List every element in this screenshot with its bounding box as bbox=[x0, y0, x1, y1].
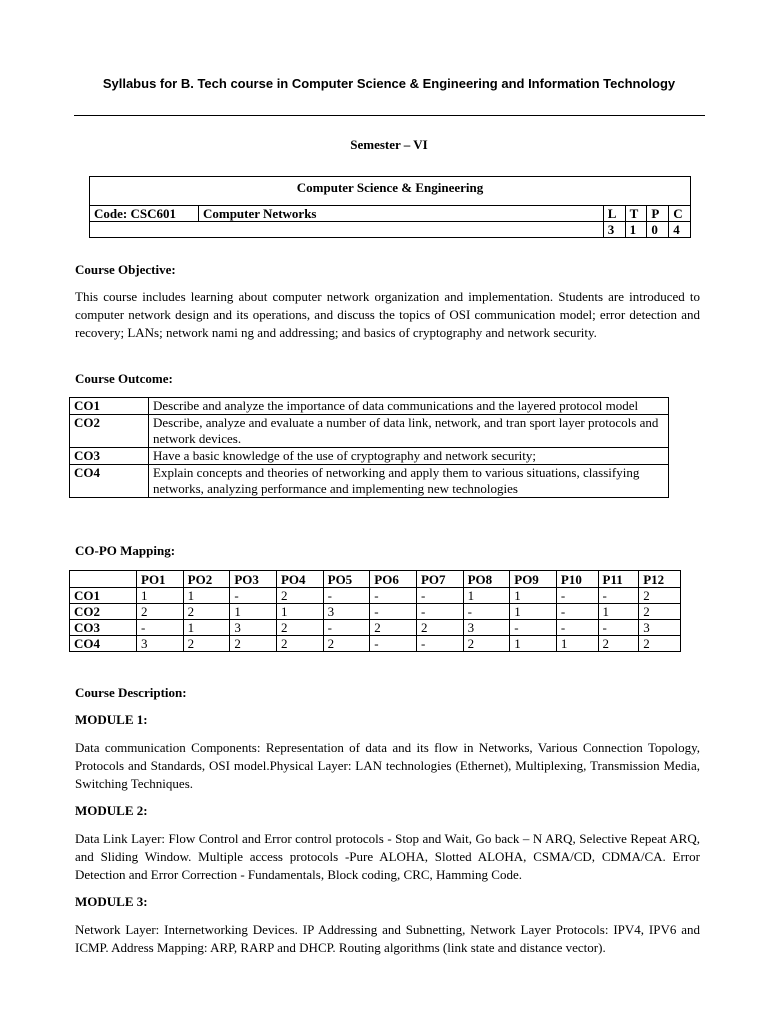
mapping-cell: 1 bbox=[556, 636, 598, 652]
mapping-cell: 2 bbox=[639, 588, 681, 604]
module-3-text: Network Layer: Internetworking Devices. IP Addressing and Subnetting, Network Layer Protocols: IPV4, IPV6 and ICMP. Address Mapping: ARP, RARP and DHCP. Routing algorithms (link state and distance vector). bbox=[75, 922, 700, 955]
mapping-cell: 2 bbox=[463, 636, 510, 652]
module-2-title: MODULE 2: bbox=[75, 803, 148, 818]
mapping-cell: 3 bbox=[639, 620, 681, 636]
outcome-id: CO3 bbox=[70, 448, 149, 465]
ltpc-value-c: 4 bbox=[669, 222, 691, 238]
mapping-col-header: P11 bbox=[598, 571, 639, 588]
module-3-title: MODULE 3: bbox=[75, 894, 148, 909]
mapping-cell: 2 bbox=[183, 636, 230, 652]
mapping-row-id: CO3 bbox=[70, 620, 137, 636]
outcome-id: CO1 bbox=[70, 398, 149, 415]
mapping-cell: - bbox=[370, 588, 417, 604]
mapping-cell: - bbox=[556, 620, 598, 636]
mapping-row bbox=[70, 604, 681, 620]
mapping-cell: 2 bbox=[639, 636, 681, 652]
mapping-heading: CO-PO Mapping: bbox=[75, 543, 176, 558]
outcome-text: Describe and analyze the importance of data communications and the layered protocol model bbox=[149, 398, 669, 415]
module-2-text: Data Link Layer: Flow Control and Error control protocols - Stop and Wait, Go back – N ARQ, Selective Repeat ARQ, and Sliding Window. Multiple access protocols -Pure ALOHA, Slotted ALOHA, CSMA/CD, CDMA/CA. Error Detection and Error Correction - Fundamentals, Block coding, CRC, Hamming Code. bbox=[75, 831, 700, 882]
mapping-col-header: PO8 bbox=[463, 571, 510, 588]
outcome-text: Describe, analyze and evaluate a number of data link, network, and tran sport layer protocols and network devices. bbox=[149, 415, 669, 448]
mapping-row bbox=[70, 588, 681, 604]
header-divider bbox=[74, 115, 705, 116]
mapping-cell: 2 bbox=[639, 604, 681, 620]
description-heading: Course Description: bbox=[75, 685, 187, 700]
mapping-col-header: PO3 bbox=[230, 571, 277, 588]
mapping-col-header: PO4 bbox=[276, 571, 323, 588]
mapping-cell: 1 bbox=[137, 588, 184, 604]
mapping-row-id: CO4 bbox=[70, 636, 137, 652]
mapping-cell: - bbox=[510, 620, 557, 636]
mapping-col-header: P12 bbox=[639, 571, 681, 588]
mapping-cell: - bbox=[556, 604, 598, 620]
mapping-cell: 1 bbox=[230, 604, 277, 620]
mapping-cell: - bbox=[598, 588, 639, 604]
mapping-cell: 3 bbox=[463, 620, 510, 636]
mapping-cell: - bbox=[323, 588, 370, 604]
mapping-cell: - bbox=[598, 620, 639, 636]
outcome-id: CO4 bbox=[70, 465, 149, 498]
mapping-cell: 1 bbox=[276, 604, 323, 620]
objective-heading: Course Objective: bbox=[75, 262, 176, 277]
mapping-cell: 2 bbox=[370, 620, 417, 636]
course-outcome-table bbox=[69, 397, 669, 498]
ltpc-value-p: 0 bbox=[647, 222, 669, 238]
mapping-col-header: PO5 bbox=[323, 571, 370, 588]
mapping-cell: 3 bbox=[323, 604, 370, 620]
outcome-text: Have a basic knowledge of the use of cryptography and network security; bbox=[149, 448, 669, 465]
objective-text: This course includes learning about computer network organization and implementation. Students are introduced to computer network design and its operations, and discuss the topics of OSI communication model; error detection and recovery; LANs; network nami ng and addressing; and basics of cryptography and network security. bbox=[75, 289, 700, 340]
mapping-row-id: CO1 bbox=[70, 588, 137, 604]
mapping-header-row bbox=[70, 571, 681, 588]
mapping-col-header: PO2 bbox=[183, 571, 230, 588]
course-name-cell: Computer Networks bbox=[198, 206, 603, 222]
mapping-cell: 1 bbox=[463, 588, 510, 604]
ltpc-value-t: 1 bbox=[625, 222, 647, 238]
mapping-cell: - bbox=[463, 604, 510, 620]
mapping-cell: - bbox=[323, 620, 370, 636]
outcome-heading: Course Outcome: bbox=[75, 371, 173, 386]
mapping-cell: - bbox=[137, 620, 184, 636]
mapping-cell: 2 bbox=[137, 604, 184, 620]
mapping-cell: 2 bbox=[183, 604, 230, 620]
mapping-cell: 1 bbox=[510, 636, 557, 652]
outcome-id: CO2 bbox=[70, 415, 149, 448]
mapping-row-id: CO2 bbox=[70, 604, 137, 620]
mapping-corner-cell bbox=[70, 571, 137, 588]
ltpc-label-t: T bbox=[625, 206, 647, 222]
mapping-cell: 1 bbox=[183, 620, 230, 636]
mapping-cell: - bbox=[416, 636, 463, 652]
department-cell: Computer Science & Engineering bbox=[90, 177, 691, 206]
mapping-col-header: PO1 bbox=[137, 571, 184, 588]
outcome-row bbox=[70, 398, 669, 415]
mapping-cell: - bbox=[556, 588, 598, 604]
ltpc-label-l: L bbox=[603, 206, 625, 222]
mapping-cell: - bbox=[230, 588, 277, 604]
mapping-cell: 2 bbox=[276, 620, 323, 636]
mapping-cell: 2 bbox=[598, 636, 639, 652]
mapping-cell: 2 bbox=[276, 636, 323, 652]
mapping-cell: - bbox=[370, 636, 417, 652]
mapping-cell: 2 bbox=[416, 620, 463, 636]
mapping-cell: 2 bbox=[323, 636, 370, 652]
module-1-title: MODULE 1: bbox=[75, 712, 148, 727]
mapping-cell: - bbox=[416, 588, 463, 604]
course-code-cell: Code: CSC601 bbox=[90, 206, 199, 222]
module-1-text: Data communication Components: Representation of data and its flow in Networks, Various Connection Topology, Protocols and Standards, OSI model.Physical Layer: LAN technologies (Ethernet), Multiplexing, Transmission Media, Switching Techniques. bbox=[75, 740, 700, 791]
outcome-row bbox=[70, 448, 669, 465]
mapping-cell: 1 bbox=[598, 604, 639, 620]
mapping-col-header: P10 bbox=[556, 571, 598, 588]
mapping-row bbox=[70, 636, 681, 652]
co-po-mapping-table bbox=[69, 570, 681, 652]
page-header-title: Syllabus for B. Tech course in Computer Science & Engineering and Information Technology bbox=[102, 76, 676, 91]
mapping-col-header: PO6 bbox=[370, 571, 417, 588]
mapping-cell: 1 bbox=[183, 588, 230, 604]
mapping-col-header: PO7 bbox=[416, 571, 463, 588]
mapping-cell: 1 bbox=[510, 588, 557, 604]
mapping-row bbox=[70, 620, 681, 636]
course-info-table bbox=[89, 176, 691, 238]
ltpc-label-p: P bbox=[647, 206, 669, 222]
ltpc-label-c: C bbox=[669, 206, 691, 222]
outcome-text: Explain concepts and theories of networking and apply them to various situations, classifying networks, analyzing performance and implementing new technologies bbox=[149, 465, 669, 498]
mapping-col-header: PO9 bbox=[510, 571, 557, 588]
mapping-cell: - bbox=[370, 604, 417, 620]
mapping-cell: 2 bbox=[276, 588, 323, 604]
outcome-row bbox=[70, 465, 669, 498]
mapping-cell: 1 bbox=[510, 604, 557, 620]
mapping-cell: 3 bbox=[230, 620, 277, 636]
mapping-cell: 3 bbox=[137, 636, 184, 652]
semester-title: Semester – VI bbox=[350, 137, 428, 152]
outcome-row bbox=[70, 415, 669, 448]
ltpc-blank-cell bbox=[90, 222, 604, 238]
mapping-cell: - bbox=[416, 604, 463, 620]
ltpc-value-l: 3 bbox=[603, 222, 625, 238]
mapping-cell: 2 bbox=[230, 636, 277, 652]
